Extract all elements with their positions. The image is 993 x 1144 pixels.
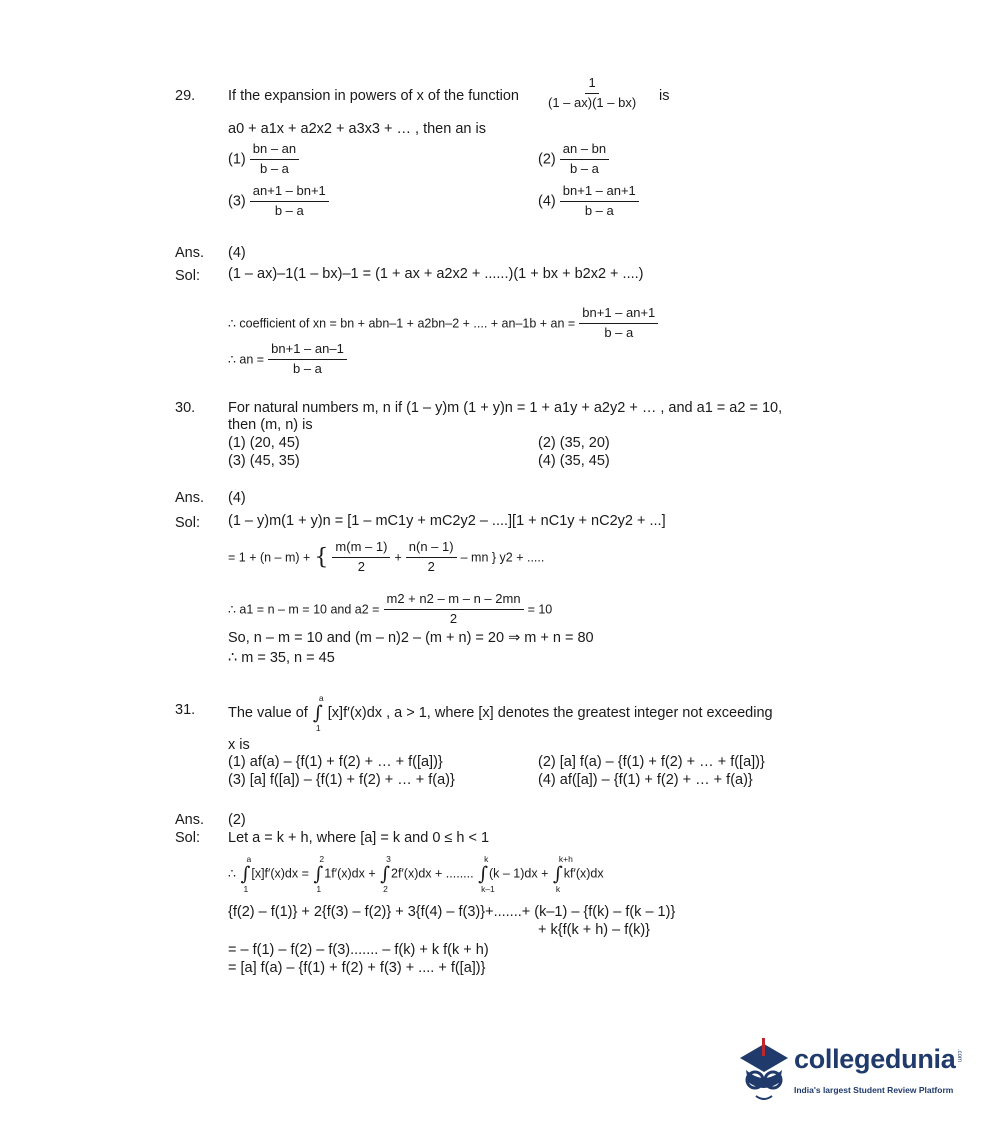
mascot-icon [734, 1036, 792, 1114]
integral-lower-limit: 1 [243, 884, 249, 894]
solution-text: kf′(x)dx [563, 866, 604, 881]
option-numerator: an – bn [560, 142, 609, 160]
option-numerator: an+1 – bn+1 [250, 184, 329, 202]
solution-text: = 10 [527, 602, 553, 617]
solution-label: Sol: [175, 830, 200, 846]
option-denominator: b – a [274, 202, 304, 218]
option-2: (2) (35, 20) [538, 435, 610, 451]
option-1 [228, 142, 299, 177]
option-denominator: b – a [569, 160, 599, 176]
option-4: (4) af([a]) – {f(1) + f(2) + … + f(a)} [538, 772, 753, 788]
question-number: 30. [175, 400, 196, 416]
integral-lower-limit: 1 [315, 723, 321, 733]
integral-sign: ∫ 2 1 [313, 854, 325, 894]
solution-text: [x]f′(x)dx = [251, 866, 309, 881]
fraction-denominator: b – a [604, 324, 634, 340]
answer-label: Ans. [175, 245, 205, 261]
answer-label: Ans. [175, 812, 205, 828]
integral-upper-limit: k+h [558, 854, 573, 864]
integral-sign: ∫ 3 2 [380, 854, 391, 894]
solution-label: Sol: [175, 268, 200, 284]
option-4 [538, 184, 639, 219]
question-number: 31. [175, 702, 196, 718]
solution-line: = [a] f(a) – {f(1) + f(2) + f(3) + .... + f([a])} [228, 960, 486, 976]
answer-value: (4) [228, 490, 246, 506]
option-label: (4) [538, 193, 556, 210]
solution-text: 2f′(x)dx + ........ [391, 866, 474, 881]
option-4: (4) (35, 45) [538, 453, 610, 469]
option-1: (1) af(a) – {f(1) + f(2) + … + f([a])} [228, 754, 443, 770]
fraction-numerator: n(n – 1) [406, 540, 457, 558]
solution-label: Sol: [175, 515, 200, 531]
fraction-numerator: 1 [585, 76, 598, 94]
question-stem-line: a0 + a1x + a2x2 + a3x3 + … , then an is [228, 121, 486, 137]
solution-line: (1 – ax)–1(1 – bx)–1 = (1 + ax + a2x2 + ......)(1 + bx + b2x2 + ....) [228, 266, 644, 282]
fraction-denominator: 2 [449, 610, 458, 626]
question-number: 29. [175, 88, 196, 104]
fraction-numerator: bn+1 – an–1 [268, 342, 347, 360]
logo-wordmark: collegedunia [794, 1044, 956, 1074]
solution-text: ∴ an = [228, 352, 265, 367]
solution-text: ∴ coefficient of xn = bn + abn–1 + a2bn–2 + .... + an–1b + an = [228, 316, 576, 331]
question-stem-line: x is [228, 737, 250, 753]
fraction-numerator: m(m – 1) [332, 540, 390, 558]
solution-line: Let a = k + h, where [a] = k and 0 ≤ h < 1 [228, 830, 490, 846]
answer-value: (2) [228, 812, 246, 828]
solution-line: ∴ m = 35, n = 45 [228, 650, 335, 666]
option-label: (2) [538, 151, 556, 168]
solution-text: = 1 + (n – m) + [228, 550, 311, 565]
integral-lower-limit: k [555, 884, 561, 894]
option-label: (3) [228, 193, 246, 210]
integral-upper-limit: a [246, 854, 252, 864]
question-text: The value of [228, 704, 308, 721]
fraction-numerator: m2 + n2 – m – n – 2mn [384, 592, 524, 610]
solution-line: So, n – m = 10 and (m – n)2 – (m + n) = 20 ⇒ m + n = 80 [228, 630, 594, 646]
question-stem [228, 693, 773, 733]
integral-upper-limit: 2 [319, 854, 325, 864]
fraction-denominator: 2 [427, 558, 435, 574]
integral-lower-limit: k–1 [481, 884, 495, 894]
integral-sign: ∫ a 1 [312, 693, 324, 733]
logo-domain: .com [956, 1049, 962, 1063]
option-3: (3) (45, 35) [228, 453, 300, 469]
answer-value: (4) [228, 245, 246, 261]
option-2 [538, 142, 609, 177]
solution-line [228, 592, 552, 627]
answer-label: Ans. [175, 490, 205, 506]
question-stem-line: then (m, n) is [228, 417, 313, 433]
integral-upper-limit: k [484, 854, 489, 864]
option-label: (1) [228, 151, 246, 168]
question-text: [x]f′(x)dx , a > 1, where [x] denotes the greatest integer not exceeding [327, 704, 773, 721]
integral-sign: ∫ k k–1 [478, 854, 495, 894]
solution-text: 1f′(x)dx + [324, 866, 376, 881]
solution-text: + [394, 550, 402, 565]
solution-text: ∴ a1 = n – m = 10 and a2 = [228, 602, 380, 617]
option-1: (1) (20, 45) [228, 435, 300, 451]
brace-open: { [314, 544, 329, 570]
fraction-denominator: (1 – ax)(1 – bx) [548, 94, 637, 110]
solution-line [228, 342, 347, 377]
option-numerator: bn+1 – an+1 [560, 184, 639, 202]
integral-lower-limit: 2 [383, 884, 388, 894]
collegedunia-logo [734, 1036, 964, 1114]
option-denominator: b – a [259, 160, 289, 176]
integral-upper-limit: 3 [386, 854, 391, 864]
solution-text: (k – 1)dx + [488, 866, 549, 881]
option-3 [228, 184, 329, 219]
integral-upper-limit: a [318, 693, 324, 703]
option-2: (2) [a] f(a) – {f(1) + f(2) + … + f([a])} [538, 754, 765, 770]
solution-line [228, 540, 544, 575]
fraction-numerator: bn+1 – an+1 [579, 306, 658, 324]
solution-line [228, 306, 658, 341]
question-stem: For natural numbers m, n if (1 – y)m (1 + y)n = 1 + a1y + a2y2 + … , and a1 = a2 = 10, [228, 400, 783, 416]
solution-line: = – f(1) – f(2) – f(3)....... – f(k) + k f(k + h) [228, 942, 489, 958]
therefore-symbol: ∴ [228, 866, 236, 881]
fraction-denominator: b – a [293, 360, 322, 376]
solution-integral-line [228, 854, 604, 894]
solution-line: + k{f(k + h) – f(k)} [538, 922, 651, 938]
question-stem-end: is [659, 88, 670, 104]
question-stem: If the expansion in powers of x of the function [228, 88, 519, 104]
option-numerator: bn – an [250, 142, 299, 160]
function-fraction [548, 76, 636, 111]
integral-sign: ∫ a 1 [240, 854, 252, 894]
option-denominator: b – a [584, 202, 614, 218]
integral-lower-limit: 1 [316, 884, 322, 894]
integral-sign: ∫ k+h k [552, 854, 573, 894]
solution-text: – mn } y2 + ..... [460, 550, 545, 565]
solution-line: {f(2) – f(1)} + 2{f(3) – f(2)} + 3{f(4) – f(3)}+.......+ (k–1) – {f(k) – f(k – 1)} [228, 904, 676, 920]
solution-line: (1 – y)m(1 + y)n = [1 – mC1y + mC2y2 – ....][1 + nC1y + nC2y2 + ...] [228, 513, 666, 529]
logo-tagline: India's largest Student Review Platform [794, 1085, 954, 1095]
fraction-denominator: 2 [357, 558, 366, 574]
option-3: (3) [a] f([a]) – {f(1) + f(2) + … + f(a)} [228, 772, 455, 788]
